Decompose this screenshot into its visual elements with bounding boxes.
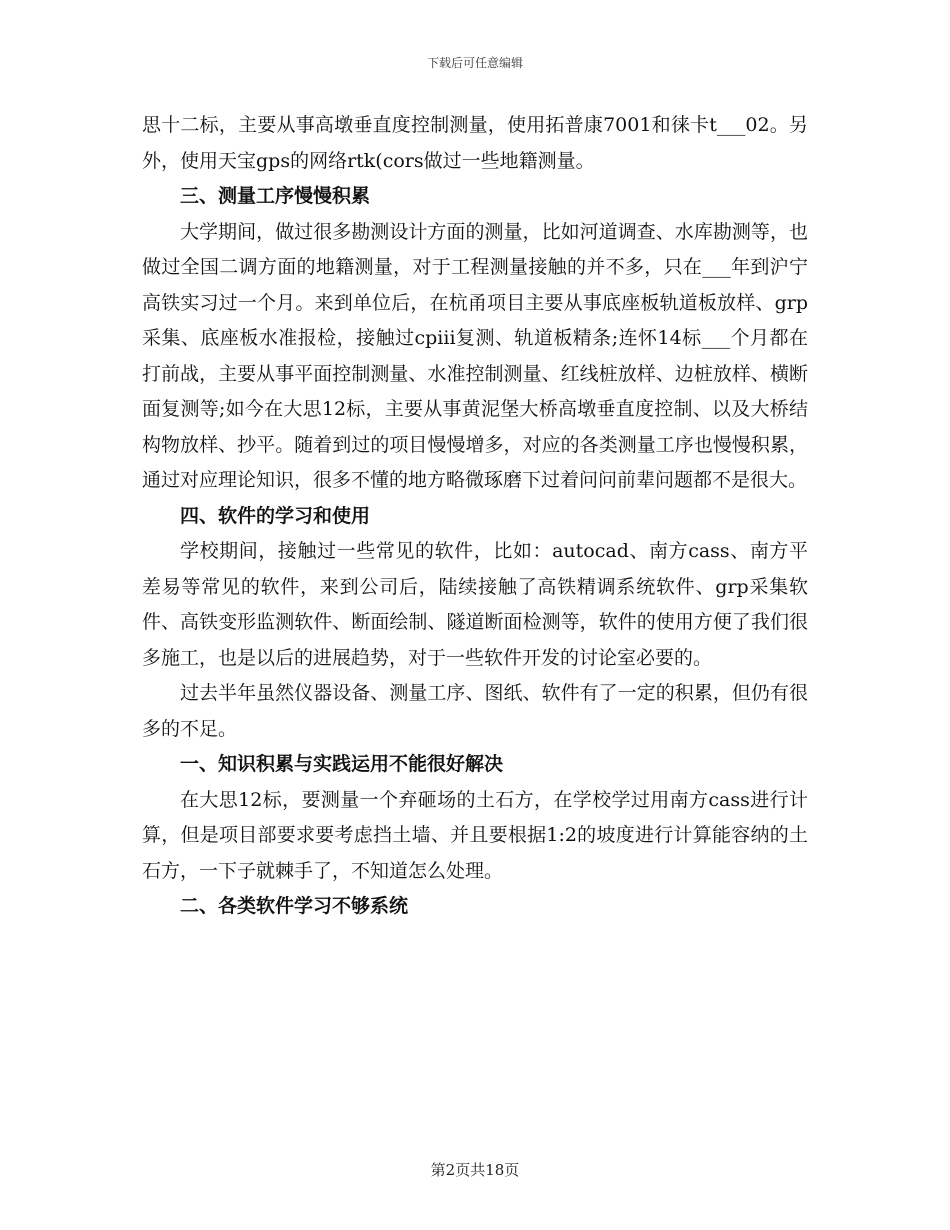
paragraph-summary: 过去半年虽然仪器设备、测量工序、图纸、软件有了一定的积累，但仍有很多的不足。 xyxy=(142,682,808,740)
paragraph-measurement-process: 大学期间，做过很多勘测设计方面的测量，比如河道调查、水库勘测等，也做过全国二调方面的地籍测量，对于工程测量接触的并不多，只在___年到沪宁高铁实习过一个月。来到单位后，在杭甬项目主要从事底座板轨道板放样、grp采集、底座板水准报检，接触过cpiii复测、轨道板精条;连怀14标___个月都在打前战，主要从事平面控制测量、水准控制测量、红线桩放样、边桩放样、横断面复测等;如今在大思12标，主要从事黄泥堡大桥高墩垂直度控制、以及大桥结构物放样、抄平。随着到过的项目慢慢增多，对应的各类测量工序也慢慢积累，通过对应理论知识，很多不懂的地方略微琢磨下过着问问前辈问题都不是很大。 xyxy=(142,220,808,491)
paragraph-continued: 思十二标，主要从事高墩垂直度控制测量，使用拓普康7001和徕卡t___02。另外，使用天宝gps的网络rtk(cors做过一些地籍测量。 xyxy=(142,114,808,172)
page-header: 下载后可任意编辑 xyxy=(426,56,523,70)
paragraph-software-usage: 学校期间，接触过一些常见的软件，比如：autocad、南方cass、南方平差易等常见的软件，来到公司后，陆续接触了高铁精调系统软件、grp采集软件、高铁变形监测软件、断面绘制、隧道断面检测等，软件的使用方便了我们很多施工，也是以后的进展趋势，对于一些软件开发的讨论室必要的。 xyxy=(142,540,808,669)
section-heading-2: 二、各类软件学习不够系统 xyxy=(180,895,409,917)
section-heading-1: 一、知识积累与实践运用不能很好解决 xyxy=(180,753,504,775)
page-number-footer: 第2页共18页 xyxy=(430,1161,520,1179)
document-body xyxy=(142,108,808,925)
paragraph-knowledge-practice: 在大思12标，要测量一个弃砸场的土石方，在学校学过用南方cass进行计算，但是项目部要求要考虑挡土墙、并且要根据1:2的坡度进行计算能容纳的土石方，一下子就棘手了，不知道怎么处理。 xyxy=(142,788,808,882)
section-heading-3: 三、测量工序慢慢积累 xyxy=(180,185,371,207)
section-heading-4: 四、软件的学习和使用 xyxy=(180,504,371,527)
